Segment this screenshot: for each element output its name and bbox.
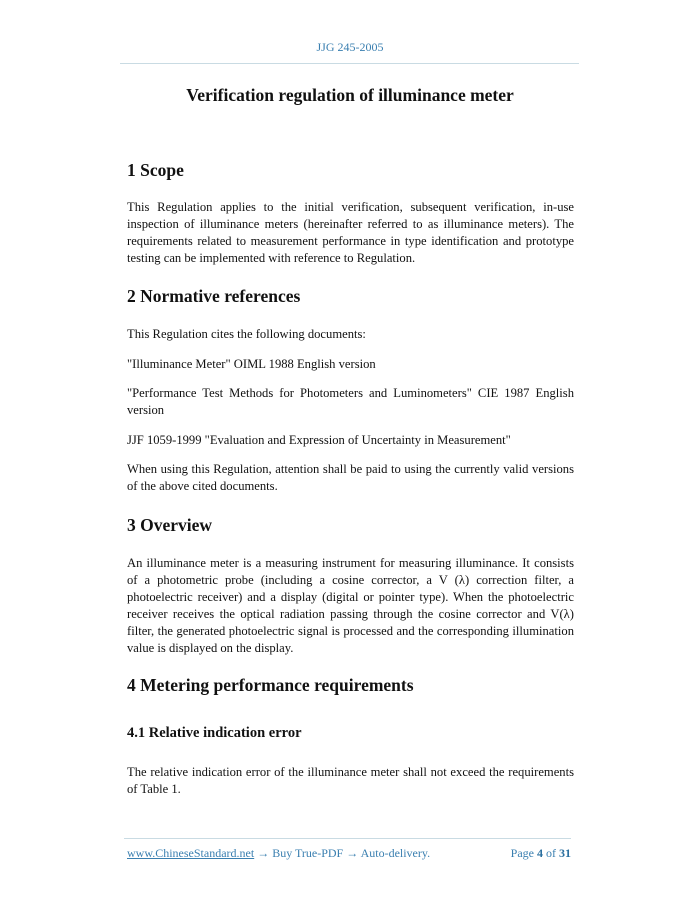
paragraph: JJF 1059-1999 "Evaluation and Expression of Uncertainty in Measurement" (127, 433, 511, 447)
paragraph: "Illuminance Meter" OIML 1988 English version (127, 357, 376, 371)
paragraph: "Performance Test Methods for Photometers and Luminometers" CIE 1987 English version (127, 386, 574, 417)
footer-divider (124, 838, 571, 839)
document-title: Verification regulation of illuminance meter (186, 85, 514, 105)
total-pages: 31 (559, 846, 571, 860)
section-heading-normative-references: 2 Normative references (127, 286, 301, 306)
paragraph: This Regulation applies to the initial verification, subsequent verification, in-use inspection of illuminance meters (hereinafter referred to as illuminance meters). The requirements related to measurement performance in type identification and prototype testing can be implemented with reference to Regulation. (127, 200, 574, 265)
section-heading-metering-performance: 4 Metering performance requirements (127, 675, 414, 695)
section-heading-overview: 3 Overview (127, 515, 213, 535)
current-page: 4 (537, 846, 543, 860)
header-standard-code: JJG 245-2005 (316, 40, 384, 54)
section-heading-scope: 1 Scope (127, 160, 184, 180)
page-indicator: Page 4 of 31 (510, 846, 571, 860)
footer (127, 846, 571, 861)
paragraph: The relative indication error of the illuminance meter shall not exceed the requirements of Table 1. (127, 765, 574, 796)
header-divider (120, 63, 579, 64)
paragraph: This Regulation cites the following documents: (127, 327, 366, 341)
footer-text: → Buy True-PDF → Auto-delivery. (254, 846, 431, 860)
website-link[interactable]: www.ChineseStandard.net (127, 846, 255, 860)
subsection-heading: 4.1 Relative indication error (127, 725, 302, 741)
paragraph: When using this Regulation, attention shall be paid to using the currently valid versions of the above cited documents. (127, 462, 574, 493)
paragraph: An illuminance meter is a measuring instrument for measuring illuminance. It consists of a photometric probe (including a cosine corrector, a V (λ) correction filter, a photoelectric receiver) and a display (digital or pointer type). When the photoelectric receiver receives the optical radiation passing through the cosine corrector and V(λ) filter, the generated photoelectric signal is processed and the corresponding illumination value is displayed on the display. (127, 556, 574, 655)
